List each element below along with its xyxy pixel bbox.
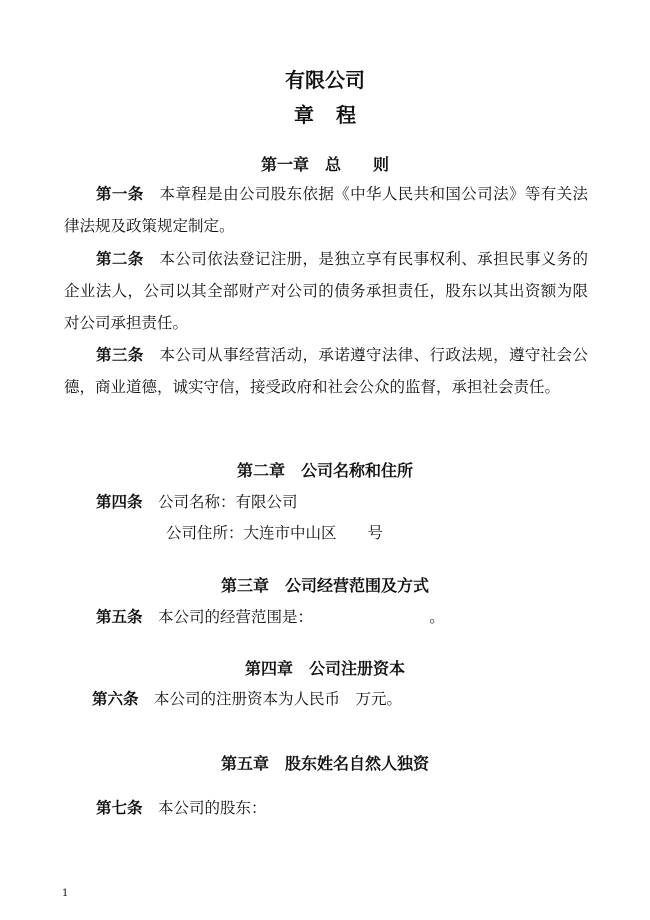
article-2 — [64, 243, 588, 339]
article-text: 本公司依法登记注册，是独立享有民事权利、承担民事义务的企业法人，公司以其全部财产对公司的债务承担责任，股东以其出资额为限对公司承担责任。 — [64, 250, 588, 332]
article-text: 本章程是由公司股东依据《中华人民共和国公司法》等有关法律法规及政策规定制定。 — [64, 185, 588, 235]
article-1 — [64, 178, 588, 242]
document-title: 有限公司 — [285, 68, 365, 92]
article-label: 第一条 — [96, 185, 144, 203]
article-text: 本公司的经营范围是： 。 — [142, 608, 445, 626]
article-text: 本公司从事经营活动，承诺遵守法律、行政法规，遵守社会公德，商业道德，诚实守信，接受政府和社会公众的监督，承担社会责任。 — [64, 346, 588, 396]
chapter-heading: 第三章 公司经营范围及方式 — [220, 576, 429, 595]
article-label: 第五条 — [96, 608, 143, 626]
chapter-heading: 第一章 总 则 — [260, 155, 389, 174]
article-text: 本公司的股东： — [142, 799, 267, 817]
article-label: 第三条 — [96, 346, 144, 364]
article-7 — [96, 796, 267, 818]
article-label: 第四条 — [96, 493, 143, 511]
document-subtitle: 章程 — [294, 103, 378, 127]
page-number: 1 — [62, 888, 69, 899]
article-4-address: 公司住所：大连市中山区 号 — [166, 524, 384, 542]
chapter-heading: 第四章 公司注册资本 — [244, 659, 405, 678]
article-text: 公司名称：有限公司 — [142, 493, 298, 511]
article-6 — [92, 687, 402, 709]
article-label: 第二条 — [96, 250, 144, 268]
chapter-heading: 第二章 公司名称和住所 — [236, 461, 413, 480]
article-label: 第七条 — [96, 799, 143, 817]
article-3 — [64, 339, 588, 403]
chapter-heading: 第五章 股东姓名自然人独资 — [220, 754, 429, 773]
article-5 — [96, 605, 445, 627]
article-text: 本公司的注册资本为人民币 万元。 — [138, 690, 403, 708]
article-4 — [96, 490, 298, 512]
article-label: 第六条 — [92, 690, 139, 708]
